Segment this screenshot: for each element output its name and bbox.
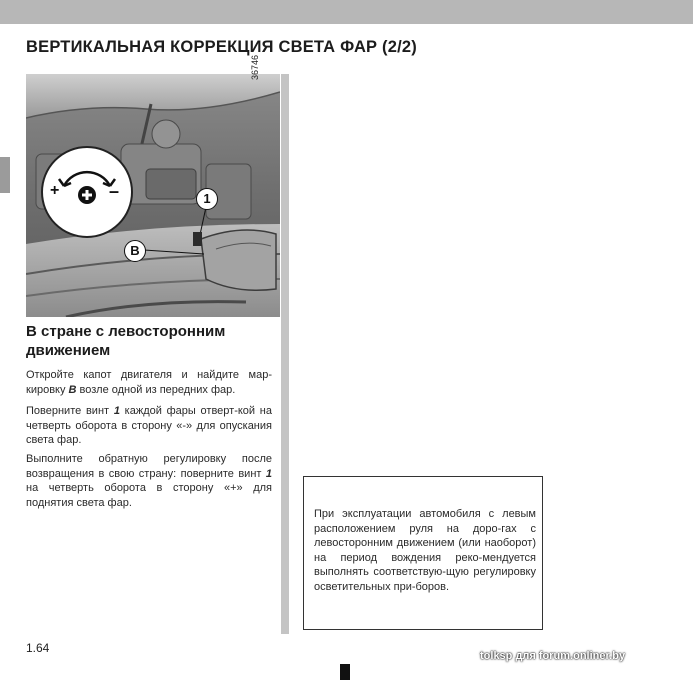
bottom-mark bbox=[340, 664, 350, 680]
adjust-plus-label: + bbox=[50, 182, 60, 199]
side-tab bbox=[0, 157, 10, 193]
engine-illustration bbox=[26, 74, 280, 317]
screw-callout bbox=[196, 188, 218, 210]
note-box bbox=[303, 476, 543, 630]
note-text: При эксплуатации автомобиля с левым расположением руля на доро-гах с левосторонним движением (или наоборот) на период вождения реко-мендуется выполнять соответствую-щую регулировку осветительных при-боров. bbox=[314, 508, 536, 593]
page-number: 1.64 bbox=[26, 641, 50, 655]
figure-code: 36746 bbox=[250, 54, 260, 80]
adjust-minus-label: – bbox=[109, 181, 120, 201]
section-title: В стране с левосторонним движением bbox=[26, 323, 226, 359]
mark-callout-label: B bbox=[130, 243, 140, 258]
page-title: ВЕРТИКАЛЬНАЯ КОРРЕКЦИЯ СВЕТА ФАР (2/2) bbox=[26, 38, 417, 56]
instruction-paragraph-1: Откройте капот двигателя и найдите мар-кировку B возле одной из передних фар. bbox=[26, 369, 272, 396]
instruction-paragraph-2: Поверните винт 1 каждой фары отверт-кой на четверть оборота в сторону «-» для опускания света фар. bbox=[26, 405, 272, 446]
watermark: tolksp для forum.onliner.by bbox=[480, 650, 626, 662]
column-divider bbox=[281, 74, 289, 634]
instruction-paragraph-3: Выполните обратную регулировку после возвращения в свою страну: поверните винт 1 на четверть оборота в сторону «+» для поднятия света фар. bbox=[26, 453, 272, 509]
mark-callout bbox=[124, 240, 146, 262]
screw-callout-label: 1 bbox=[203, 191, 211, 206]
top-bar bbox=[0, 0, 693, 24]
